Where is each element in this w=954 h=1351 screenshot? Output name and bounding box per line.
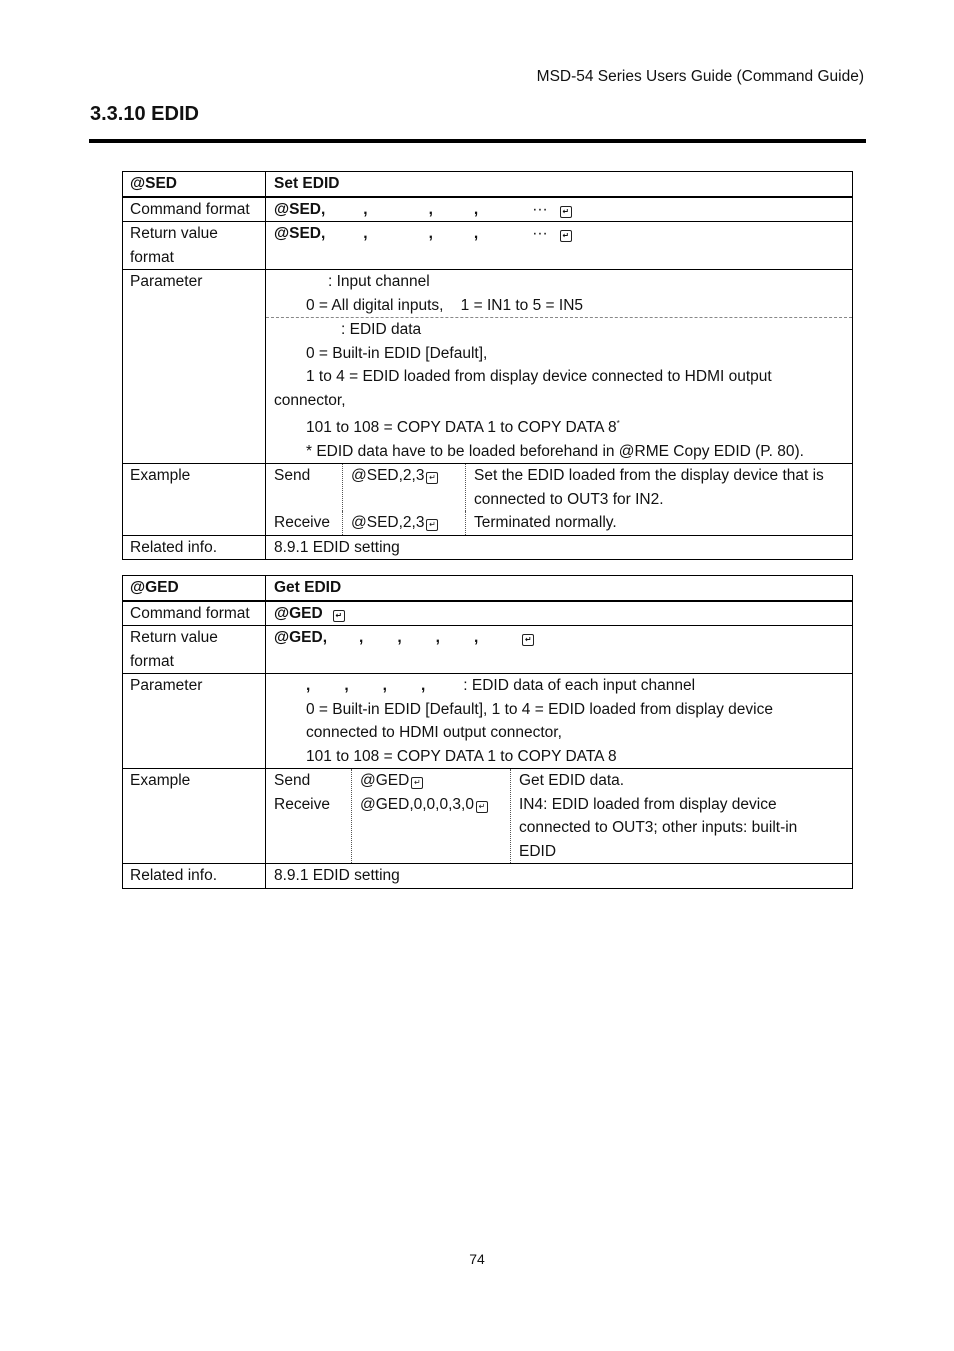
- ged-related-row: [123, 864, 853, 889]
- sed-return-comma: ,: [428, 225, 433, 242]
- sed-example-value: [266, 464, 853, 536]
- ged-parameter-value: [266, 674, 853, 769]
- sed-format-comma: ,: [363, 200, 368, 218]
- ged-param-line: 0 = Built-in EDID [Default], 1 to 4 = EDID loaded from display device: [306, 700, 773, 718]
- sed-receive-cmd-text: @SED,2,3: [351, 514, 425, 532]
- sed-format-value: [266, 197, 853, 222]
- footnote-marker: *: [616, 419, 620, 428]
- return-label-line: Return value: [130, 225, 218, 242]
- ged-param-line: 101 to 108 = COPY DATA 1 to COPY DATA 8: [306, 747, 617, 765]
- ged-example-block: [266, 769, 852, 863]
- enter-key-icon: ↵: [560, 206, 572, 218]
- sed-format-prefix: @SED,: [274, 200, 326, 218]
- enter-key-icon: ↵: [333, 610, 345, 622]
- sed-receive-desc: Terminated normally.: [465, 511, 852, 535]
- ged-param-comma: ,: [420, 677, 426, 694]
- sed-related-row: [123, 535, 853, 560]
- ged-return-comma: ,: [435, 629, 440, 646]
- sed-return-row: [123, 222, 853, 270]
- sed-send-desc: [465, 464, 852, 511]
- ged-param-line: connected to HDMI output connector,: [306, 724, 562, 741]
- ged-example-value: [266, 769, 853, 864]
- sed-param2-note: * EDID data have to be loaded beforehand in @RME Copy EDID (P. 80).: [306, 442, 804, 460]
- enter-key-icon: ↵: [522, 634, 534, 646]
- ged-command-table: [122, 575, 853, 889]
- ged-desc-line: Get EDID data.: [519, 772, 625, 789]
- ged-example-desc: [510, 769, 852, 863]
- ged-send-command: [360, 769, 502, 793]
- sed-send-desc-line: connected to OUT3 for IN2.: [474, 490, 664, 508]
- sed-receive-command: [342, 511, 465, 535]
- ged-format-value: [266, 601, 853, 626]
- ged-desc-line: connected to OUT3; other inputs: built-in: [519, 819, 798, 836]
- sed-parameter-row: [123, 270, 853, 464]
- ged-param-desc-text: : EDID data of each input channel: [463, 677, 696, 694]
- enter-key-icon: ↵: [560, 230, 572, 242]
- sed-related-value: 8.9.1 EDID setting: [266, 535, 853, 560]
- ged-parameter-label: Parameter: [123, 674, 266, 769]
- sed-command-code: @SED: [123, 172, 266, 197]
- ged-desc-line: EDID: [519, 842, 557, 860]
- sed-format-comma: ,: [428, 200, 433, 218]
- enter-key-icon: ↵: [426, 472, 438, 484]
- sed-example-label: Example: [123, 464, 266, 536]
- ged-return-label: [123, 626, 266, 674]
- sed-send-cmd-text: @SED,2,3: [351, 467, 425, 485]
- sed-return-ellipsis: ···: [532, 225, 548, 242]
- sed-param2-line: connector,: [274, 391, 346, 409]
- sed-example-row: [123, 464, 853, 536]
- page-number: 74: [469, 1251, 485, 1267]
- return-label-line: format: [130, 248, 174, 266]
- sed-format-ellipsis: ···: [532, 200, 548, 218]
- ged-format-prefix: @GED: [274, 604, 323, 622]
- enter-key-icon: ↵: [426, 519, 438, 531]
- sed-format-label: Command format: [123, 197, 266, 222]
- sed-param2-line: 1 to 4 = EDID loaded from display device connected to HDMI output: [306, 368, 772, 385]
- ged-example-label: Example: [123, 769, 266, 864]
- sed-param2-desc: : EDID data: [341, 321, 422, 338]
- ged-related-value: 8.9.1 EDID setting: [266, 864, 853, 889]
- ged-related-label: Related info.: [123, 864, 266, 889]
- receive-label: Receive: [274, 514, 330, 532]
- ged-receive-command: [360, 793, 502, 817]
- ged-desc-line: IN4: EDID loaded from display device: [519, 795, 777, 813]
- ged-example-row: [123, 769, 853, 864]
- sed-related-label: Related info.: [123, 535, 266, 560]
- ged-param-comma: ,: [382, 677, 387, 694]
- ged-return-prefix: @GED,: [274, 629, 328, 646]
- sed-return-comma: ,: [473, 225, 479, 242]
- enter-key-icon: ↵: [476, 801, 488, 813]
- ged-command-name: Get EDID: [266, 576, 853, 601]
- enter-key-icon: ↵: [411, 777, 423, 789]
- ged-param-comma: ,: [306, 677, 311, 694]
- sed-return-value: [266, 222, 853, 270]
- ged-header-row: [123, 576, 853, 601]
- ged-return-comma: ,: [397, 629, 402, 646]
- section-divider: [89, 139, 866, 143]
- ged-send-cmd-text: @GED: [360, 772, 410, 789]
- sed-param1-values: 0 = All digital inputs, 1 = IN1 to 5 = IN5: [306, 296, 584, 314]
- sed-return-prefix: @SED,: [274, 225, 326, 242]
- ged-receive-cmd-text: @GED,0,0,0,3,0: [360, 795, 474, 813]
- sed-param1-desc: : Input channel: [328, 273, 430, 290]
- send-label: Send: [274, 467, 311, 485]
- sed-return-label: [123, 222, 266, 270]
- sed-parameter-label: Parameter: [123, 270, 266, 464]
- ged-example-commands: [351, 769, 510, 863]
- ged-example-labels: [266, 769, 351, 863]
- send-label: Send: [274, 772, 311, 789]
- ged-param-desc: [274, 674, 844, 698]
- guide-header: MSD-54 Series Users Guide (Command Guide): [536, 68, 864, 85]
- sed-send-command: [342, 464, 465, 511]
- sed-header-row: [123, 172, 853, 197]
- sed-copy-data-text: 101 to 108 = COPY DATA 1 to COPY DATA 8: [306, 419, 617, 437]
- sed-command-table: [122, 171, 853, 560]
- sed-return-comma: ,: [363, 225, 368, 242]
- sed-parameter-value: [266, 270, 853, 464]
- receive-label: Receive: [274, 795, 330, 813]
- sed-example-receive: [266, 511, 852, 535]
- ged-param-comma: ,: [344, 677, 349, 694]
- sed-param2-line: [274, 412, 844, 440]
- sed-example-send: [266, 464, 852, 511]
- ged-return-row: [123, 626, 853, 674]
- sed-param2-block: [266, 317, 852, 463]
- section-title: 3.3.10 EDID: [90, 103, 199, 125]
- return-label-line: Return value: [130, 629, 218, 646]
- sed-param2-line: 0 = Built-in EDID [Default],: [306, 344, 488, 362]
- sed-command-name: Set EDID: [266, 172, 853, 197]
- sed-format-row: [123, 197, 853, 222]
- ged-format-row: [123, 601, 853, 626]
- ged-return-comma: ,: [473, 629, 479, 646]
- ged-return-comma: ,: [359, 629, 364, 646]
- return-label-line: format: [130, 652, 174, 670]
- ged-parameter-row: [123, 674, 853, 769]
- ged-return-value: [266, 626, 853, 674]
- sed-send-desc-line: Set the EDID loaded from the display device that is: [474, 467, 824, 485]
- ged-format-label: Command format: [123, 601, 266, 626]
- ged-command-code: @GED: [123, 576, 266, 601]
- sed-format-comma: ,: [473, 200, 479, 218]
